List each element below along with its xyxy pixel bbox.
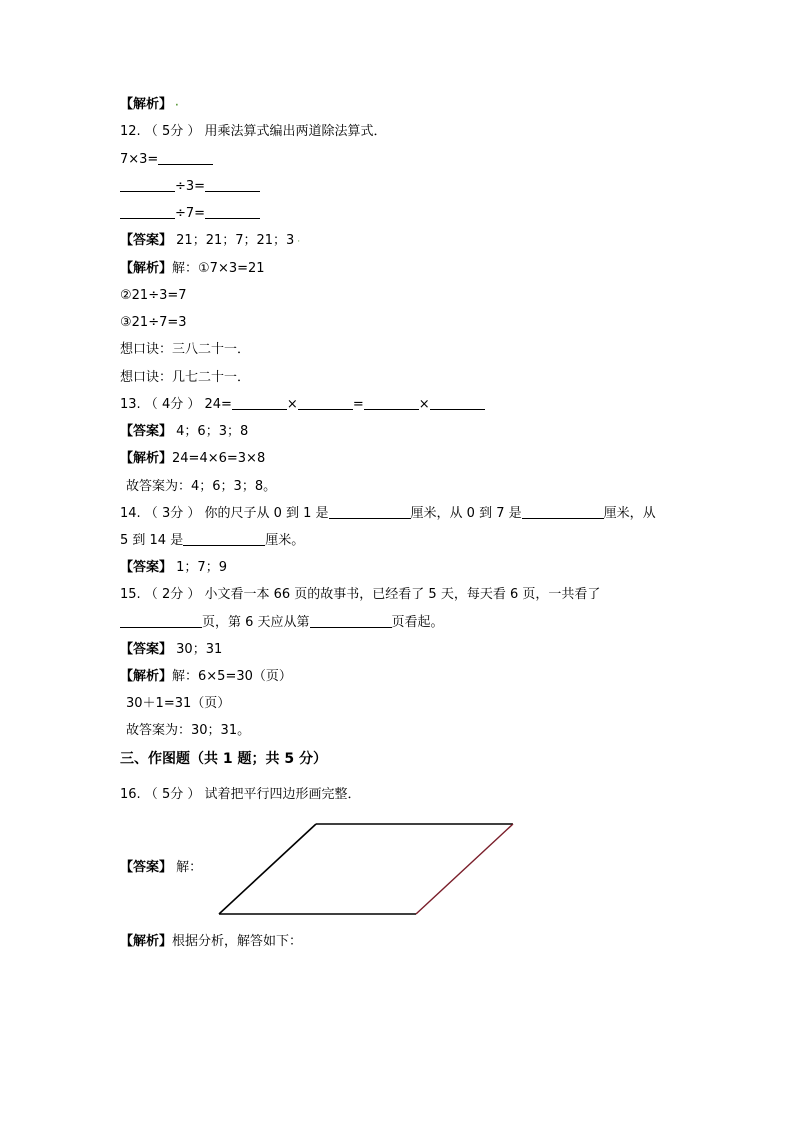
blank	[522, 505, 604, 519]
blank	[205, 205, 260, 219]
q12-step3: ③21÷7=3	[120, 315, 187, 330]
figure-background	[210, 818, 522, 922]
blank	[232, 396, 287, 410]
q12-mnemonic1: 想口诀：三八二十一．	[120, 342, 251, 357]
q15-stem-line1: 15. （ 2分 ） 小文看一本 66 页的故事书，已经看了 5 天，每天看 6 页，一共看了	[120, 587, 601, 602]
parallelogram-figure	[210, 818, 522, 922]
q11-analysis-label: 【解析】 ·	[120, 97, 179, 112]
q16-analysis: 【解析】根据分析，解答如下：	[120, 934, 303, 949]
q14-stem-line1: 14. （ 3分 ） 你的尺子从 0 到 1 是 厘米，从 0 到 7 是 厘米，从	[120, 506, 656, 521]
q13-analysis: 【解析】24=4×6=3×8	[120, 451, 266, 466]
q12-line1: 7×3=	[120, 151, 213, 169]
q12-analysis: 【解析】解：①7×3=21	[120, 261, 265, 276]
q15-answer: 【答案】 30；31	[120, 642, 223, 657]
q13-conclusion: 故答案为：4；6；3；8。	[126, 479, 277, 494]
blank	[158, 151, 213, 165]
blank	[120, 178, 175, 192]
blank	[120, 614, 202, 628]
q13-stem: 13. （ 4分 ） 24= × = ×	[120, 396, 485, 414]
q12-line3: ÷7=	[120, 205, 260, 223]
q14-stem-line2: 5 到 14 是 厘米。	[120, 533, 305, 548]
q16-stem: 16. （ 5分 ） 试着把平行四边形画完整．	[120, 787, 361, 802]
q13-answer: 【答案】 4；6；3；8	[120, 424, 249, 439]
blank	[298, 396, 353, 410]
blank	[310, 614, 392, 628]
q12-line2: ÷3=	[120, 178, 260, 196]
q15-conclusion: 故答案为：30；31。	[126, 723, 251, 738]
q12-stem: 12. （ 5分 ） 用乘法算式编出两道除法算式．	[120, 124, 387, 139]
blank	[120, 205, 175, 219]
blank	[430, 396, 485, 410]
blank	[183, 532, 265, 546]
q15-stem-line2: 页，第 6 天应从第 页看起。	[120, 614, 444, 632]
q15-step2: 30＋1=31（页）	[126, 696, 231, 711]
q14-answer: 【答案】 1；7；9	[120, 560, 227, 575]
q12-answer: 【答案】 21；21；7；21；3 ·	[120, 233, 301, 248]
q12-mnemonic2: 想口诀：几七二十一．	[120, 370, 251, 385]
blank	[329, 505, 411, 519]
q12-step2: ②21÷3=7	[120, 288, 187, 303]
q15-analysis: 【解析】解：6×5=30（页）	[120, 669, 292, 684]
blank	[364, 396, 419, 410]
q16-answer: 【答案】 解：	[120, 860, 203, 875]
blank	[205, 178, 260, 192]
section-heading: 三、作图题（共 1 题；共 5 分）	[120, 751, 327, 767]
